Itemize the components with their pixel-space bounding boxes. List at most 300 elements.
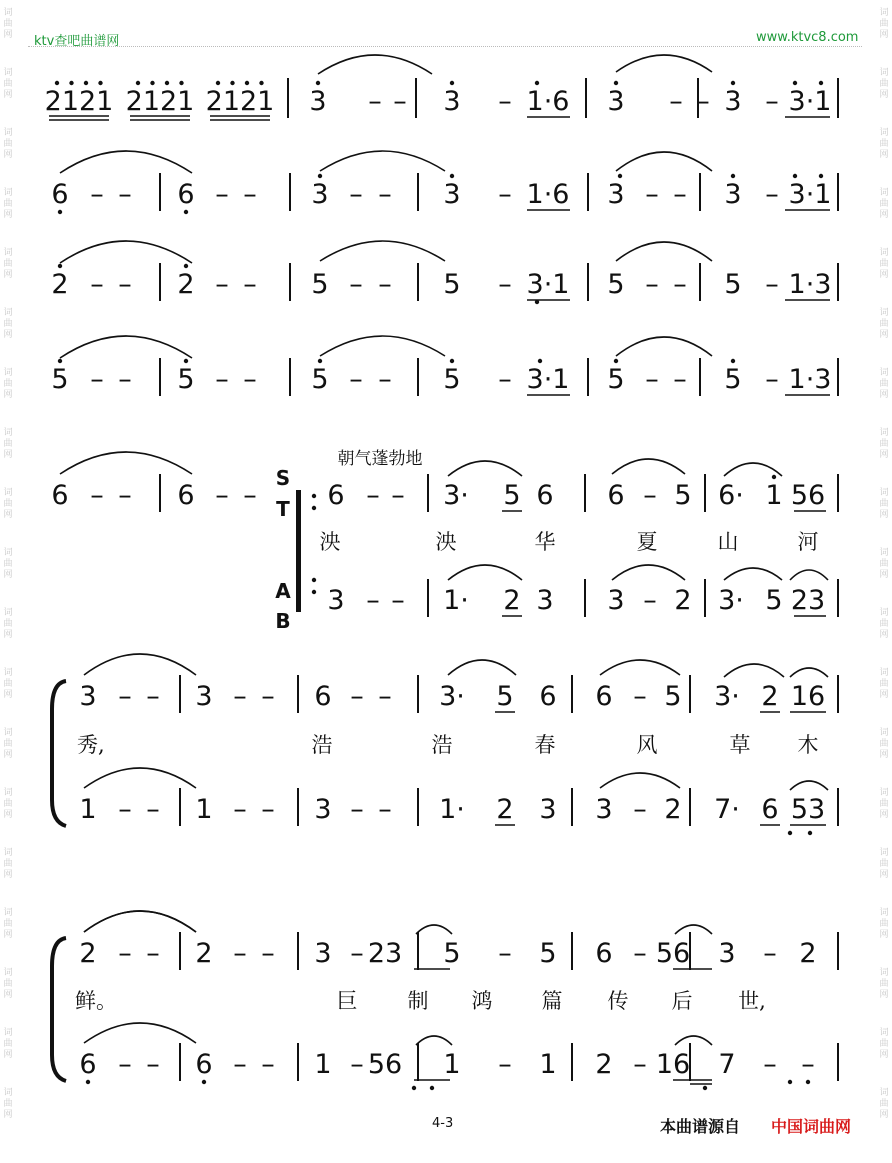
octave-dot	[86, 1080, 90, 1084]
slur	[84, 911, 196, 932]
note: 2	[674, 585, 692, 616]
note: 1·3	[788, 269, 832, 300]
note: 56	[790, 480, 826, 511]
note: –	[233, 1049, 247, 1080]
slur	[448, 660, 516, 675]
note: –	[350, 681, 364, 712]
note: 1	[79, 794, 97, 825]
note: 2	[761, 681, 779, 712]
note: –	[669, 86, 683, 117]
note: 3	[595, 794, 613, 825]
watermark-mark: 词 曲 网	[879, 128, 889, 160]
slur	[724, 664, 784, 677]
octave-dot	[150, 81, 154, 85]
note: –	[349, 364, 363, 395]
octave-dot	[259, 81, 263, 85]
lyric: 草	[729, 733, 751, 757]
lyric: 山	[717, 530, 739, 554]
note: 2	[503, 585, 521, 616]
watermark-mark: 词 曲 网	[879, 188, 889, 220]
footer-source-label: 本曲谱源自	[660, 1117, 741, 1136]
lyric: 春	[534, 733, 556, 757]
octave-dot	[58, 359, 62, 363]
note: 5	[664, 681, 682, 712]
octave-dot	[318, 174, 322, 178]
octave-dot	[58, 210, 62, 214]
slur	[612, 565, 685, 580]
note: 6	[314, 681, 332, 712]
lyric: 世,	[738, 989, 766, 1013]
watermark-mark: 词 曲 网	[3, 608, 13, 640]
octave-dot	[412, 1086, 416, 1090]
octave-dot	[450, 359, 454, 363]
page-number: 4-3	[432, 1116, 454, 1131]
note: 6	[51, 480, 69, 511]
slur	[675, 1036, 712, 1045]
note: 6	[195, 1049, 213, 1080]
note: –	[118, 681, 132, 712]
header-site-name[interactable]: ktv查吧曲谱网	[34, 34, 120, 49]
note: –	[215, 269, 229, 300]
note: 7·	[714, 794, 740, 825]
note: 3	[327, 585, 345, 616]
slur	[600, 773, 680, 788]
lyric: 浩	[431, 733, 453, 757]
note: –	[393, 86, 407, 117]
octave-dot	[538, 359, 542, 363]
note: 5	[539, 938, 557, 969]
note: 3	[311, 179, 329, 210]
note: 1·	[443, 585, 469, 616]
note: 2	[595, 1049, 613, 1080]
note: 3	[724, 86, 742, 117]
lyric: 鸿	[471, 989, 493, 1013]
part-label-a: A	[275, 579, 291, 603]
note: 1·6	[526, 86, 570, 117]
watermark-mark: 词 曲 网	[879, 8, 889, 40]
lyric: 木	[797, 733, 819, 757]
note: 6·	[718, 480, 744, 511]
watermark-mark: 词 曲 网	[3, 848, 13, 880]
slur	[416, 1036, 452, 1045]
note: 5	[724, 364, 742, 395]
note: –	[118, 364, 132, 395]
note: 1	[539, 1049, 557, 1080]
octave-dot	[788, 831, 792, 835]
note: 5	[311, 269, 329, 300]
note: 5	[674, 480, 692, 511]
note: –	[90, 480, 104, 511]
note: 2	[664, 794, 682, 825]
note: 1	[765, 480, 783, 511]
note: 3·1	[788, 179, 832, 210]
note: –	[498, 938, 512, 969]
note: 3	[536, 585, 554, 616]
octave-dot	[450, 81, 454, 85]
note: –	[243, 480, 257, 511]
lyric: 传	[607, 989, 629, 1013]
note: 1	[443, 1049, 461, 1080]
note: 53	[790, 794, 826, 825]
note: –	[349, 269, 363, 300]
note: 3	[718, 938, 736, 969]
slur	[320, 241, 445, 261]
slur	[790, 668, 828, 677]
octave-dot	[535, 81, 539, 85]
note: –	[261, 1049, 275, 1080]
slur	[60, 151, 192, 173]
note: 3·1	[526, 364, 570, 395]
slur	[448, 565, 522, 580]
note: 6	[177, 179, 195, 210]
octave-dot	[614, 81, 618, 85]
octave-dot	[788, 1080, 792, 1084]
octave-dot	[136, 81, 140, 85]
slur	[60, 452, 192, 474]
octave-dot	[806, 1080, 810, 1084]
note: 6	[51, 179, 69, 210]
slur	[724, 568, 782, 580]
slur	[320, 151, 445, 171]
watermark-mark: 词 曲 网	[3, 248, 13, 280]
note: 1·6	[526, 179, 570, 210]
slur	[616, 55, 712, 72]
octave-dot	[450, 174, 454, 178]
note: 3	[539, 794, 557, 825]
note: –	[233, 681, 247, 712]
part-label-b: B	[275, 609, 291, 633]
watermark-mark: 词 曲 网	[3, 548, 13, 580]
note: 3	[314, 938, 332, 969]
lyric: 河	[797, 530, 819, 554]
note: –	[765, 269, 779, 300]
watermark-mark: 词 曲 网	[3, 908, 13, 940]
note: –	[765, 364, 779, 395]
octave-dot	[312, 506, 316, 510]
watermark-mark: 词 曲 网	[879, 908, 889, 940]
note: 56	[655, 938, 691, 969]
note: –	[498, 86, 512, 117]
slur	[60, 241, 192, 263]
watermark-mark: 词 曲 网	[3, 788, 13, 820]
lyric: 华	[534, 530, 556, 554]
note: 6	[595, 938, 613, 969]
watermark-mark: 词 曲 网	[879, 1088, 889, 1120]
note: 7	[718, 1049, 736, 1080]
octave-dot	[731, 81, 735, 85]
note: 3	[314, 794, 332, 825]
note: 56	[367, 1049, 403, 1080]
note: 1	[195, 794, 213, 825]
watermark-mark: 词 曲 网	[879, 68, 889, 100]
lyric: 泱	[435, 530, 457, 554]
slur	[600, 660, 680, 675]
watermark-mark: 词 曲 网	[3, 968, 13, 1000]
watermark-mark: 词 曲 网	[879, 608, 889, 640]
note: –	[90, 179, 104, 210]
note: 6	[177, 480, 195, 511]
note: –	[378, 794, 392, 825]
slur	[675, 925, 712, 934]
octave-dot	[703, 1086, 707, 1090]
watermark-mark: 词 曲 网	[879, 548, 889, 580]
watermark-mark: 词 曲 网	[879, 428, 889, 460]
note: –	[765, 179, 779, 210]
note: 5	[607, 364, 625, 395]
octave-dot	[312, 590, 316, 594]
note: –	[633, 681, 647, 712]
octave-dot	[312, 578, 316, 582]
watermark-mark: 词 曲 网	[3, 668, 13, 700]
octave-dot	[793, 174, 797, 178]
octave-dot	[819, 81, 823, 85]
watermark-mark: 词 曲 网	[879, 848, 889, 880]
note: 3	[607, 585, 625, 616]
note: 5	[503, 480, 521, 511]
note: –	[243, 269, 257, 300]
note: 3·	[718, 585, 744, 616]
note: –	[645, 364, 659, 395]
octave-dot	[55, 81, 59, 85]
note: 2	[51, 269, 69, 300]
lyric: 篇	[541, 989, 563, 1013]
note: 6	[327, 480, 345, 511]
lyric: 制	[407, 989, 429, 1013]
note: –	[233, 938, 247, 969]
note: –	[243, 364, 257, 395]
watermark-mark: 词 曲 网	[879, 308, 889, 340]
octave-dot	[230, 81, 234, 85]
system-brace	[52, 938, 66, 1081]
octave-dot	[69, 81, 73, 85]
note: 3	[607, 86, 625, 117]
lyric: 鲜。	[75, 989, 117, 1013]
octave-dot	[731, 174, 735, 178]
note: –	[118, 179, 132, 210]
note: –	[118, 1049, 132, 1080]
note: 6	[607, 480, 625, 511]
slur	[84, 1023, 196, 1043]
watermark-mark: 词 曲 网	[3, 128, 13, 160]
watermark-mark: 词 曲 网	[3, 68, 13, 100]
note: 3	[79, 681, 97, 712]
note: 3	[724, 179, 742, 210]
watermark-mark: 词 曲 网	[3, 428, 13, 460]
note: 5	[177, 364, 195, 395]
octave-dot	[614, 359, 618, 363]
watermark-mark: 词 曲 网	[3, 1028, 13, 1060]
octave-dot	[430, 1086, 434, 1090]
note: 5	[311, 364, 329, 395]
watermark-mark: 词 曲 网	[879, 1028, 889, 1060]
note: –	[118, 938, 132, 969]
watermark-mark: 词 曲 网	[879, 668, 889, 700]
watermark-mark: 词 曲 网	[3, 8, 13, 40]
octave-dot	[316, 81, 320, 85]
note: 2	[195, 938, 213, 969]
note: 5	[607, 269, 625, 300]
header-site-url[interactable]: www.ktvc8.com	[756, 30, 859, 45]
note: –	[643, 585, 657, 616]
note: 5	[724, 269, 742, 300]
slur	[612, 459, 685, 474]
note: –	[146, 1049, 160, 1080]
note: –	[215, 179, 229, 210]
watermark-mark: 词 曲 网	[3, 488, 13, 520]
note: –	[261, 938, 275, 969]
slur	[448, 461, 522, 476]
note: –	[498, 179, 512, 210]
note: –	[391, 480, 405, 511]
watermark-mark: 词 曲 网	[3, 1088, 13, 1120]
note: –	[645, 269, 659, 300]
note: 5	[765, 585, 783, 616]
octave-dot	[202, 1080, 206, 1084]
note: 5	[443, 938, 461, 969]
choir-bracket	[296, 490, 301, 612]
lyric: 后	[671, 989, 693, 1013]
watermark-mark: 词 曲 网	[879, 368, 889, 400]
note: –	[350, 1049, 364, 1080]
note: –	[215, 364, 229, 395]
note: 16	[655, 1049, 691, 1080]
note: –	[378, 681, 392, 712]
note: 23	[367, 938, 403, 969]
octave-dot	[84, 81, 88, 85]
slur	[84, 654, 196, 675]
slur	[416, 925, 452, 934]
note: –	[366, 585, 380, 616]
watermark-mark: 词 曲 网	[879, 248, 889, 280]
part-label-s: S	[275, 466, 291, 490]
watermark-mark: 词 曲 网	[879, 968, 889, 1000]
note: 1·3	[788, 364, 832, 395]
octave-dot	[98, 81, 102, 85]
slur	[60, 336, 192, 358]
note: 2	[79, 938, 97, 969]
lyric: 巨	[336, 989, 358, 1013]
octave-dot	[184, 359, 188, 363]
octave-dot	[312, 494, 316, 498]
note: –	[498, 364, 512, 395]
note: –	[368, 86, 382, 117]
note: 2	[177, 269, 195, 300]
note: –	[763, 938, 777, 969]
note: 2	[799, 938, 817, 969]
note: –	[498, 269, 512, 300]
note: 6	[536, 480, 554, 511]
octave-dot	[184, 264, 188, 268]
note: 2121	[125, 86, 195, 117]
note: –	[673, 364, 687, 395]
lyric: 泱	[319, 530, 341, 554]
slur	[616, 152, 712, 171]
octave-dot	[793, 81, 797, 85]
note: –	[261, 794, 275, 825]
note: 5	[443, 269, 461, 300]
note: –	[90, 269, 104, 300]
note: –	[765, 86, 779, 117]
note: –	[378, 364, 392, 395]
note: –	[261, 681, 275, 712]
slur	[790, 781, 828, 790]
octave-dot	[772, 475, 776, 479]
note: 5	[51, 364, 69, 395]
note: –	[118, 794, 132, 825]
note: 3	[443, 179, 461, 210]
note: –	[696, 86, 710, 117]
lyric: 秀,	[77, 733, 105, 757]
note: –	[763, 1049, 777, 1080]
note: –	[215, 480, 229, 511]
note: –	[633, 938, 647, 969]
note: –	[645, 179, 659, 210]
note: –	[118, 269, 132, 300]
note: –	[366, 480, 380, 511]
tempo-annotation: 朝气蓬勃地	[337, 449, 423, 469]
lyric: 夏	[636, 530, 658, 554]
note: 5	[443, 364, 461, 395]
note: –	[391, 585, 405, 616]
note: 1	[314, 1049, 332, 1080]
note: 3·1	[526, 269, 570, 300]
watermark-mark: 词 曲 网	[879, 788, 889, 820]
note: –	[378, 269, 392, 300]
note: –	[90, 364, 104, 395]
lyric: 风	[636, 733, 658, 757]
note: –	[146, 794, 160, 825]
note: 3·	[714, 681, 740, 712]
note: 2	[496, 794, 514, 825]
note: –	[118, 480, 132, 511]
footer-source-site[interactable]: 中国词曲网	[771, 1117, 852, 1136]
octave-dot	[808, 831, 812, 835]
note: 3·1	[788, 86, 832, 117]
note: –	[801, 1049, 815, 1080]
note: –	[633, 794, 647, 825]
note: –	[378, 179, 392, 210]
note: 1·	[439, 794, 465, 825]
octave-dot	[165, 81, 169, 85]
note: –	[643, 480, 657, 511]
note: 3	[195, 681, 213, 712]
part-label-t: T	[276, 497, 290, 521]
slur	[616, 337, 712, 356]
watermark-mark: 词 曲 网	[879, 728, 889, 760]
note: –	[243, 179, 257, 210]
octave-dot	[179, 81, 183, 85]
slur	[724, 463, 782, 476]
note: –	[146, 681, 160, 712]
watermark-mark: 词 曲 网	[3, 728, 13, 760]
note: 16	[790, 681, 826, 712]
note: 3	[443, 86, 461, 117]
octave-dot	[618, 174, 622, 178]
note: 3	[607, 179, 625, 210]
note: 6	[595, 681, 613, 712]
slur	[616, 242, 712, 261]
note: 2121	[44, 86, 114, 117]
octave-dot	[184, 210, 188, 214]
note: –	[146, 938, 160, 969]
system-brace	[52, 681, 66, 826]
note: –	[633, 1049, 647, 1080]
note: 6	[539, 681, 557, 712]
octave-dot	[58, 264, 62, 268]
watermark-mark: 词 曲 网	[3, 188, 13, 220]
slur	[318, 55, 432, 74]
note: –	[673, 269, 687, 300]
